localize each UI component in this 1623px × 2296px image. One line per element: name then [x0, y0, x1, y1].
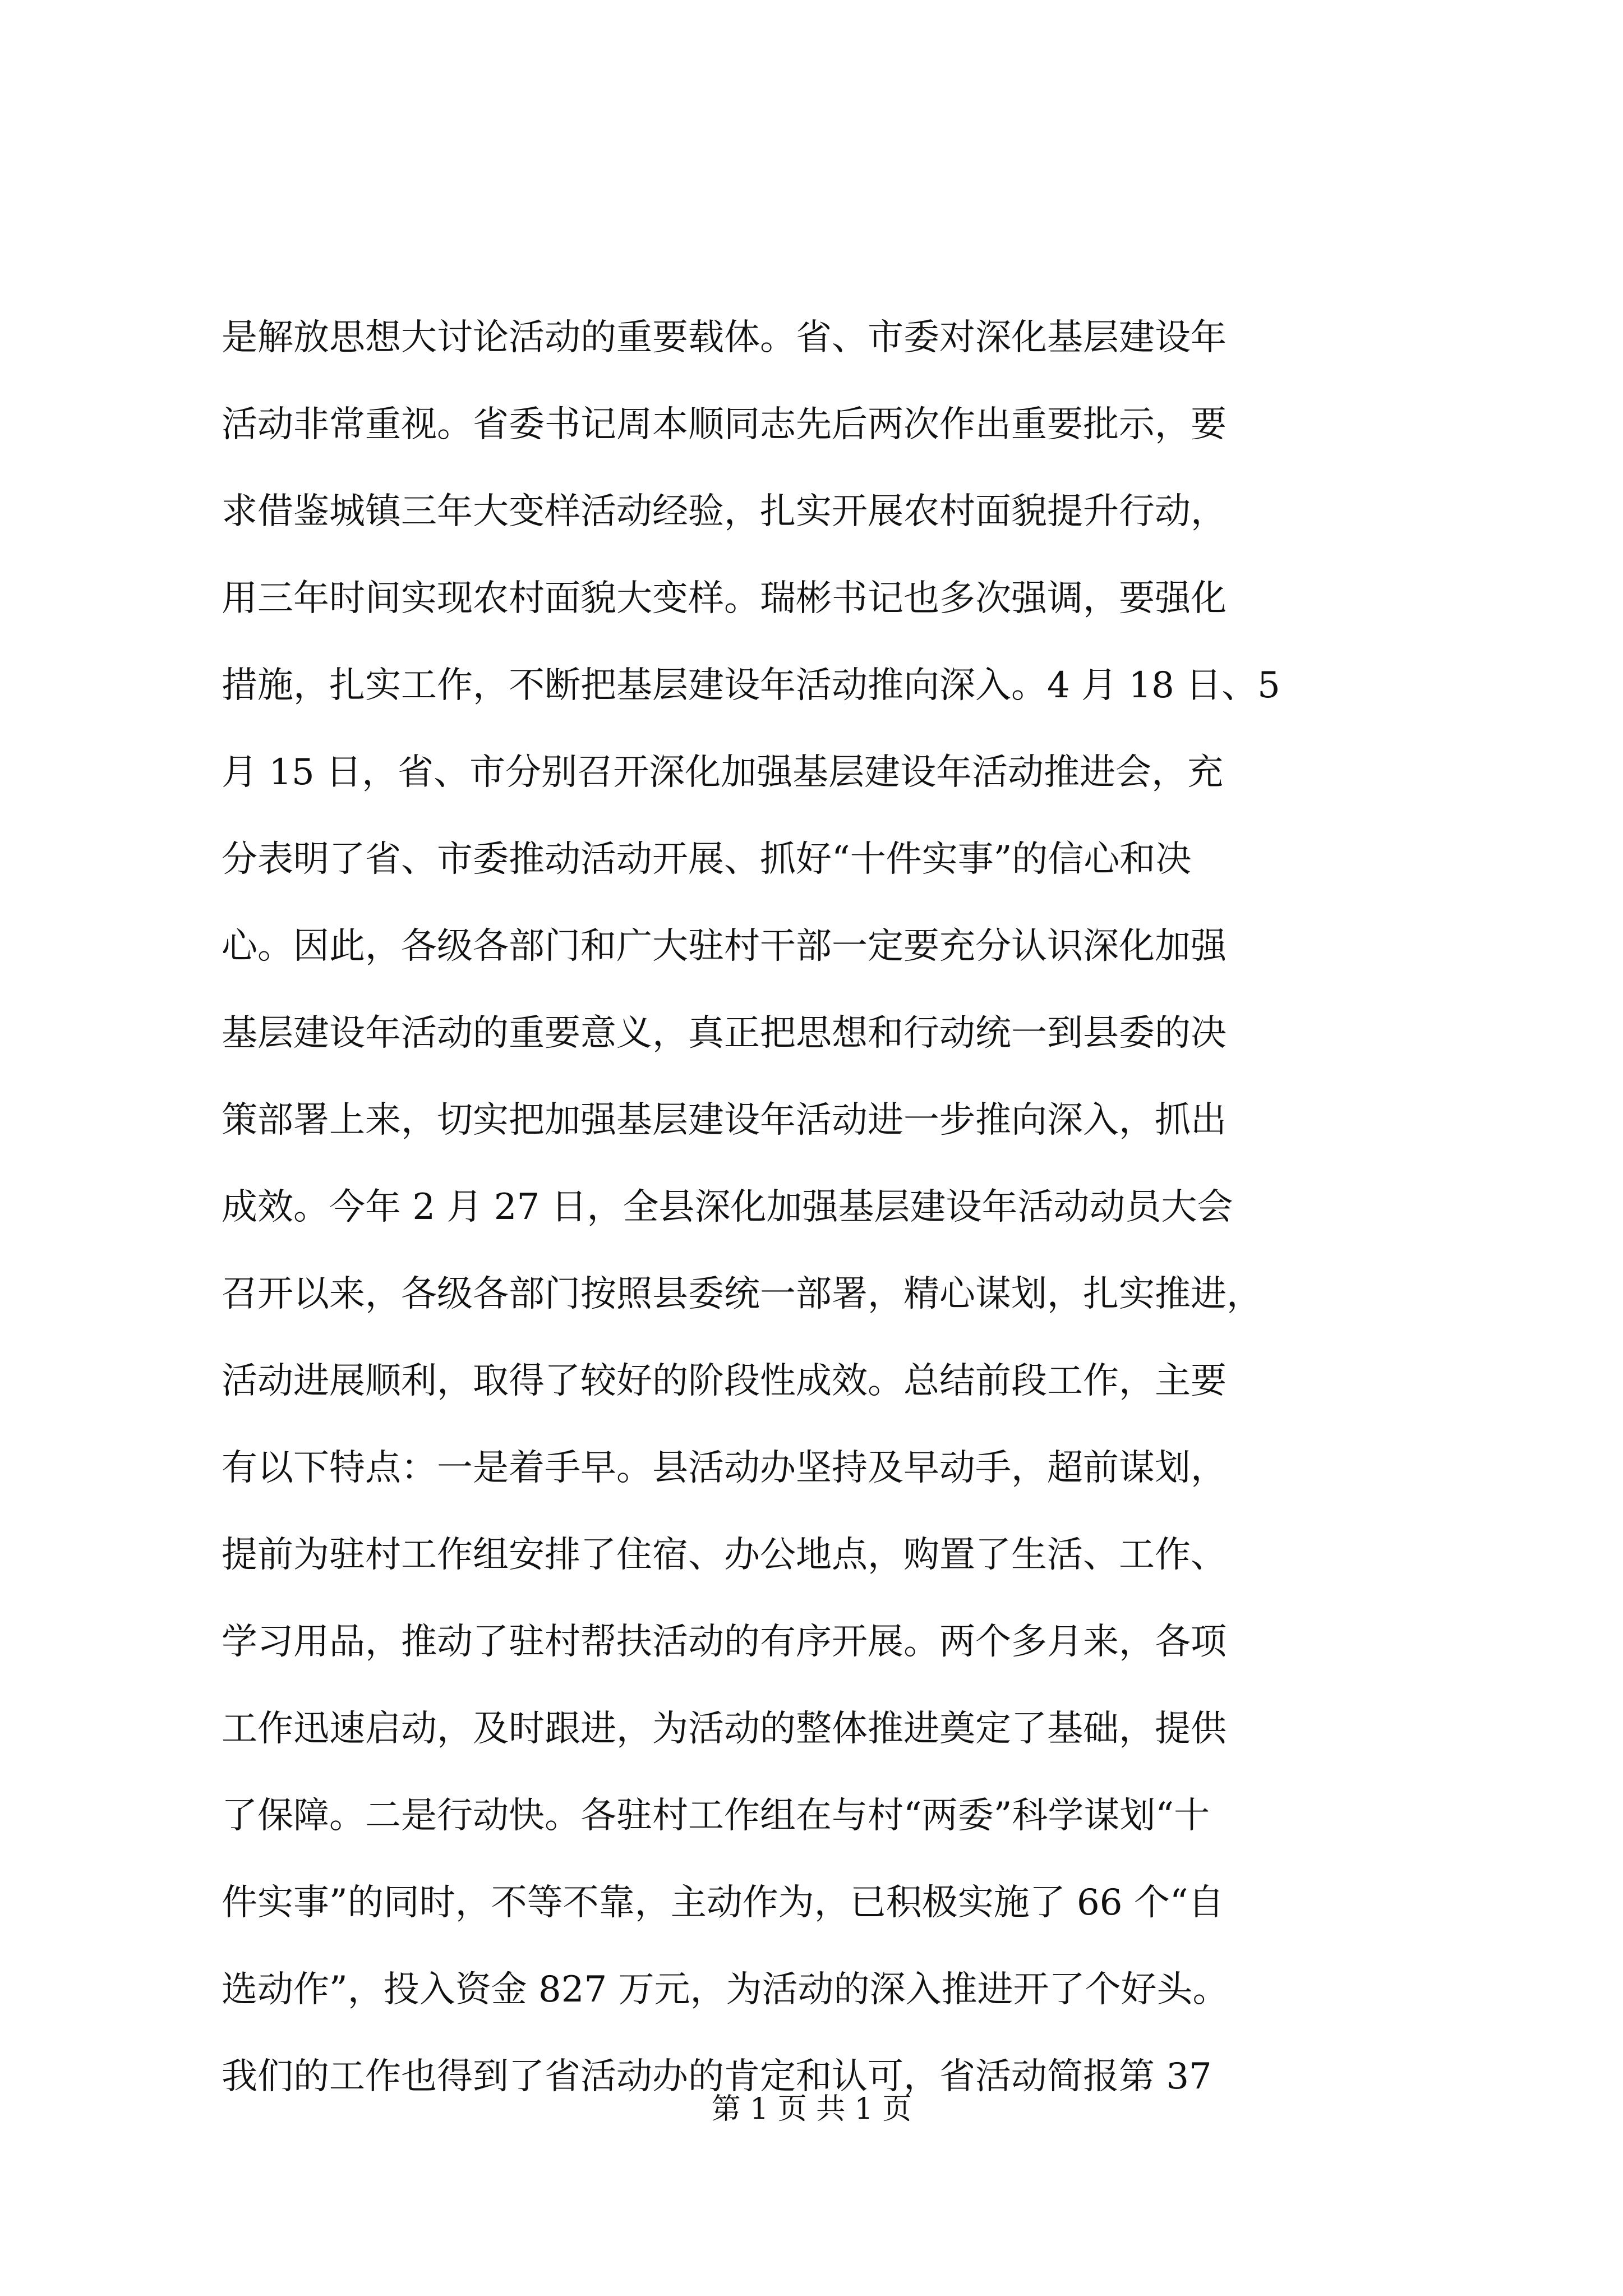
- text-line: 活动非常重视。省委书记周本顺同志先后两次作出重要批示，要: [222, 404, 1227, 445]
- text-line: 月 15 日，省、市分别召开深化加强基层建设年活动推进会，充: [222, 752, 1224, 793]
- text-line: 选动作”，投入资金 827 万元，为活动的深入推进开了个好头。: [222, 1969, 1229, 2010]
- text-line: 是解放思想大讨论活动的重要载体。省、市委对深化基层建设年: [222, 317, 1227, 358]
- text-line: 心。因此，各级各部门和广大驻村干部一定要充分认识深化加强: [222, 926, 1227, 967]
- text-line: 成效。今年 2 月 27 日，全县深化加强基层建设年活动动员大会: [222, 1186, 1233, 1228]
- text-line: 件实事”的同时，不等不靠，主动作为，已积极实施了 66 个“自: [222, 1882, 1224, 1924]
- text-line: 工作迅速启动，及时跟进，为活动的整体推进奠定了基础，提供: [222, 1708, 1227, 1750]
- text-line: 基层建设年活动的重要意义，真正把思想和行动统一到县委的决: [222, 1013, 1227, 1054]
- text-line: 提前为驻村工作组安排了住宿、办公地点，购置了生活、工作、: [222, 1534, 1227, 1576]
- text-line: 活动进展顺利，取得了较好的阶段性成效。总结前段工作，主要: [222, 1360, 1227, 1402]
- body-text: [222, 295, 1455, 2120]
- text-line: 我们的工作也得到了省活动办的肯定和认可，省活动简报第 37: [222, 2056, 1212, 2097]
- text-line: 求借鉴城镇三年大变样活动经验，扎实开展农村面貌提升行动，: [222, 491, 1227, 532]
- text-line: 学习用品，推动了驻村帮扶活动的有序开展。两个多月来，各项: [222, 1621, 1227, 1663]
- text-line: 召开以来，各级各部门按照县委统一部署，精心谋划，扎实推进，: [222, 1273, 1262, 1315]
- text-line: 用三年时间实现农村面貌大变样。瑞彬书记也多次强调，要强化: [222, 578, 1227, 619]
- text-line: 分表明了省、市委推动活动开展、抓好“十件实事”的信心和决: [222, 839, 1192, 880]
- text-line: 措施，扎实工作，不断把基层建设年活动推向深入。4 月 18 日、5: [222, 665, 1280, 706]
- text-line: 有以下特点：一是着手早。县活动办坚持及早动手，超前谋划，: [222, 1447, 1227, 1489]
- page-footer: 第 1 页 共 1 页: [711, 2092, 912, 2126]
- text-line: 了保障。二是行动快。各驻村工作组在与村“两委”科学谋划“十: [222, 1795, 1210, 1837]
- text-line: 策部署上来，切实把加强基层建设年活动进一步推向深入，抓出: [222, 1099, 1227, 1141]
